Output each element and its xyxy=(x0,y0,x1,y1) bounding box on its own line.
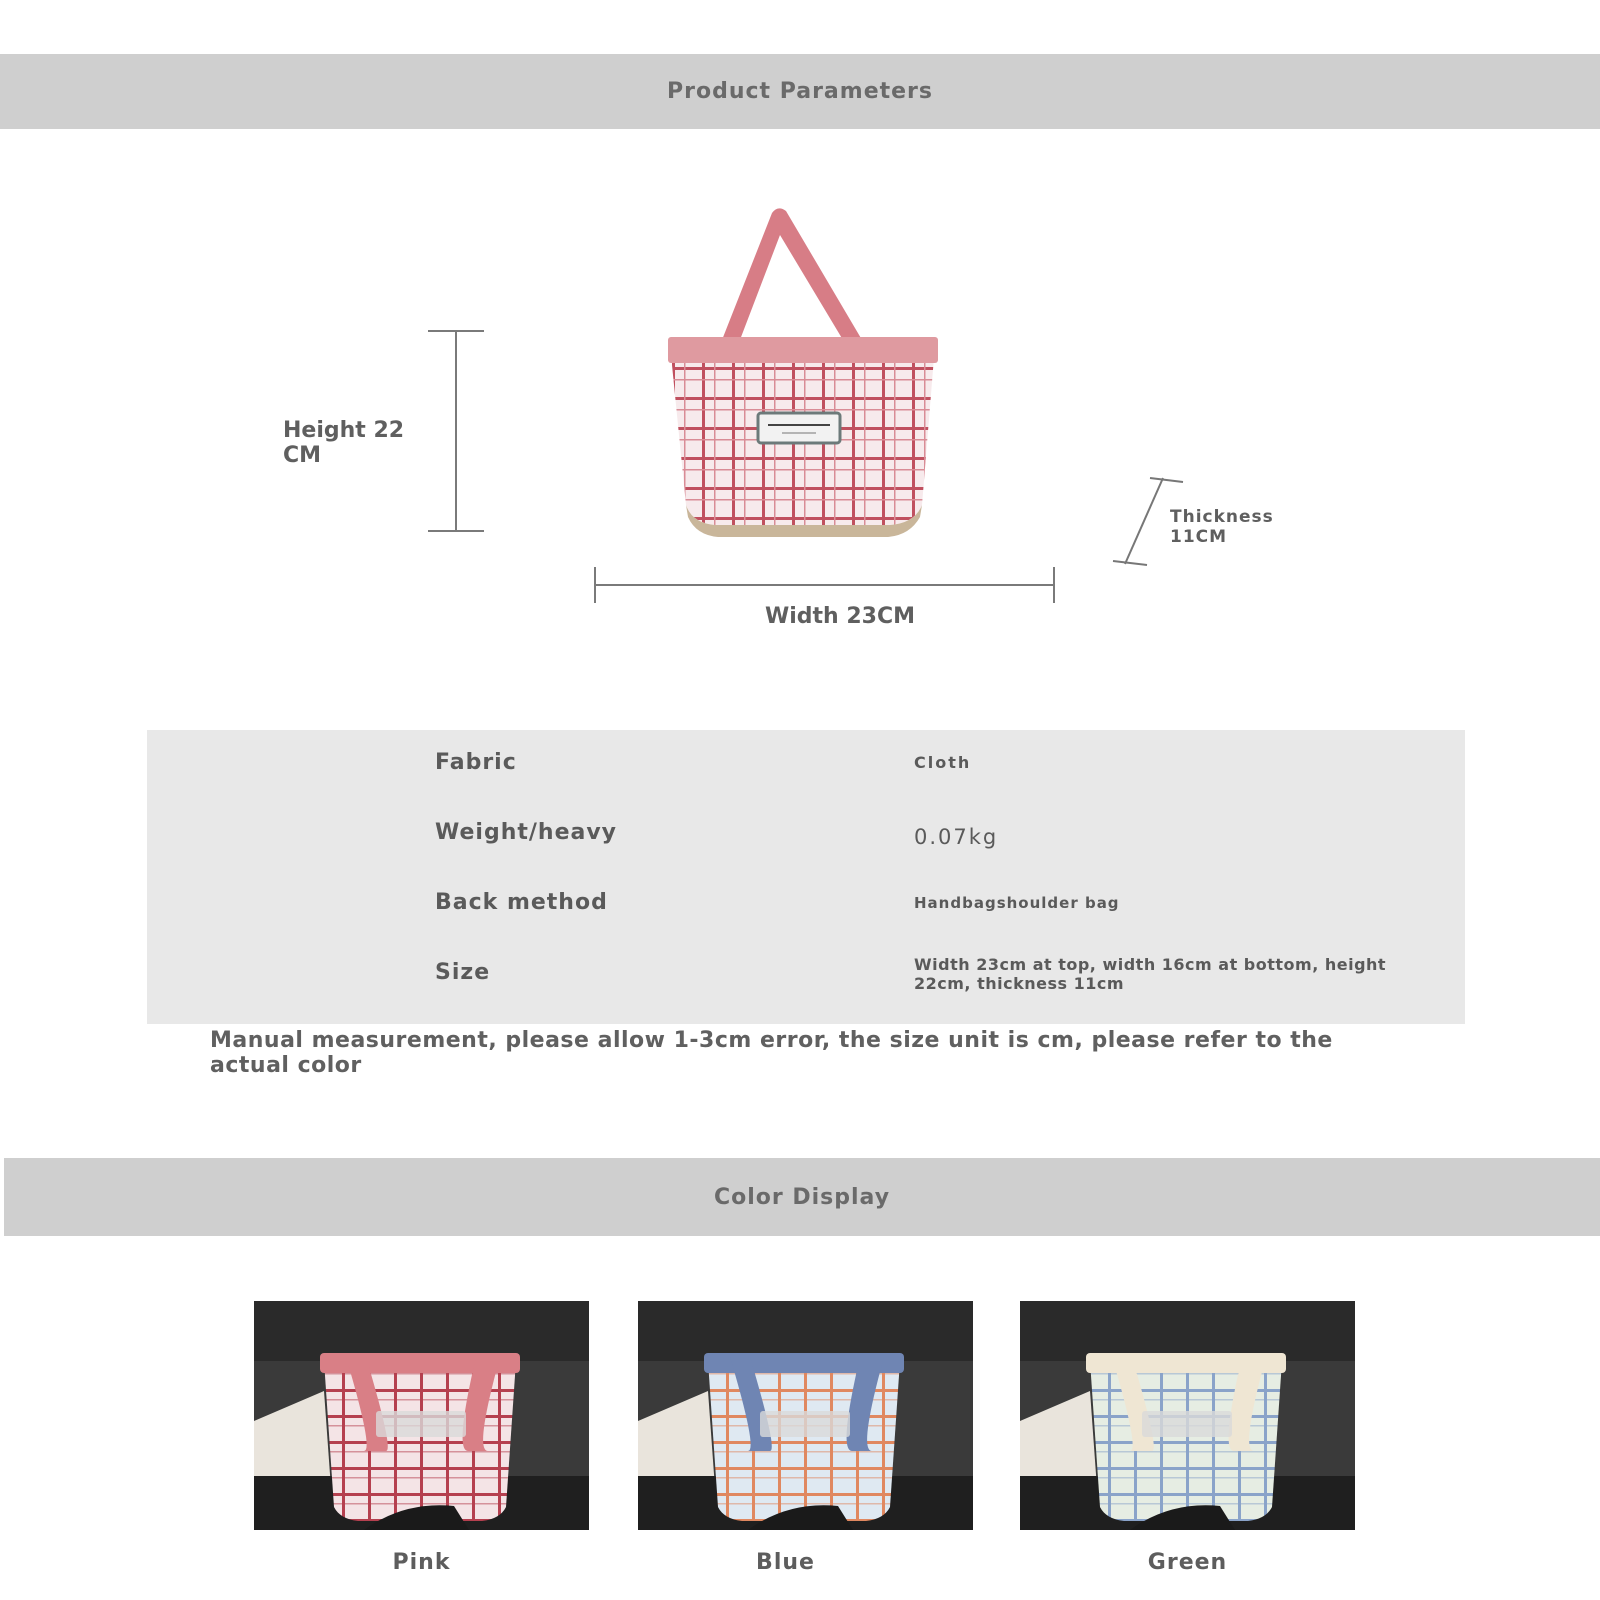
spec-key: Weight/heavy xyxy=(435,820,618,845)
thickness-label: Thickness 11CM xyxy=(1170,507,1274,547)
spec-value: 0.07kg xyxy=(914,825,999,849)
color-photo-blue-image xyxy=(638,1301,973,1530)
height-dimension-tick-top xyxy=(428,330,484,332)
spec-value: Width 23cm at top, width 16cm at bottom, height 22cm, thickness 11cm xyxy=(914,955,1387,993)
spec-row-size xyxy=(147,955,1465,1010)
width-dimension-tick-right xyxy=(1053,567,1055,603)
color-label-green: Green xyxy=(1147,1550,1228,1575)
bag-illustration xyxy=(660,205,950,540)
spec-row-fabric xyxy=(147,750,1465,800)
color-photo-pink-image xyxy=(254,1301,589,1530)
spec-key: Fabric xyxy=(435,750,517,775)
color-photo-blue[interactable] xyxy=(638,1301,973,1530)
bag-label-patch xyxy=(758,413,840,443)
color-photo-pink[interactable] xyxy=(254,1301,589,1530)
section-title: Color Display xyxy=(713,1184,891,1210)
bag-strap xyxy=(720,208,865,345)
spec-key: Back method xyxy=(435,890,608,915)
section-header-color-display xyxy=(4,1158,1600,1236)
spec-table xyxy=(147,730,1465,1024)
height-label: Height 22 CM xyxy=(283,418,405,468)
height-dimension-tick-bottom xyxy=(428,530,484,532)
color-label-pink: Pink xyxy=(392,1550,451,1575)
bag-rim xyxy=(668,337,938,363)
width-label: Width 23CM xyxy=(764,604,916,629)
height-dimension-line xyxy=(455,331,457,531)
width-dimension-tick-left xyxy=(594,567,596,603)
width-dimension-line xyxy=(594,584,1054,586)
spec-key: Size xyxy=(435,960,491,985)
section-header-product-parameters xyxy=(0,54,1600,129)
color-label-blue: Blue xyxy=(756,1550,815,1575)
spec-value: Cloth xyxy=(914,753,972,772)
spec-row-weight xyxy=(147,820,1465,870)
section-title: Product Parameters xyxy=(666,79,933,104)
measurement-note: Manual measurement, please allow 1-3cm error, the size unit is cm, please refer to the actual color xyxy=(210,1028,1333,1078)
spec-row-back-method xyxy=(147,890,1465,940)
color-photo-green-image xyxy=(1020,1301,1355,1530)
color-photo-green[interactable] xyxy=(1020,1301,1355,1530)
spec-value: Handbagshoulder bag xyxy=(914,894,1120,912)
